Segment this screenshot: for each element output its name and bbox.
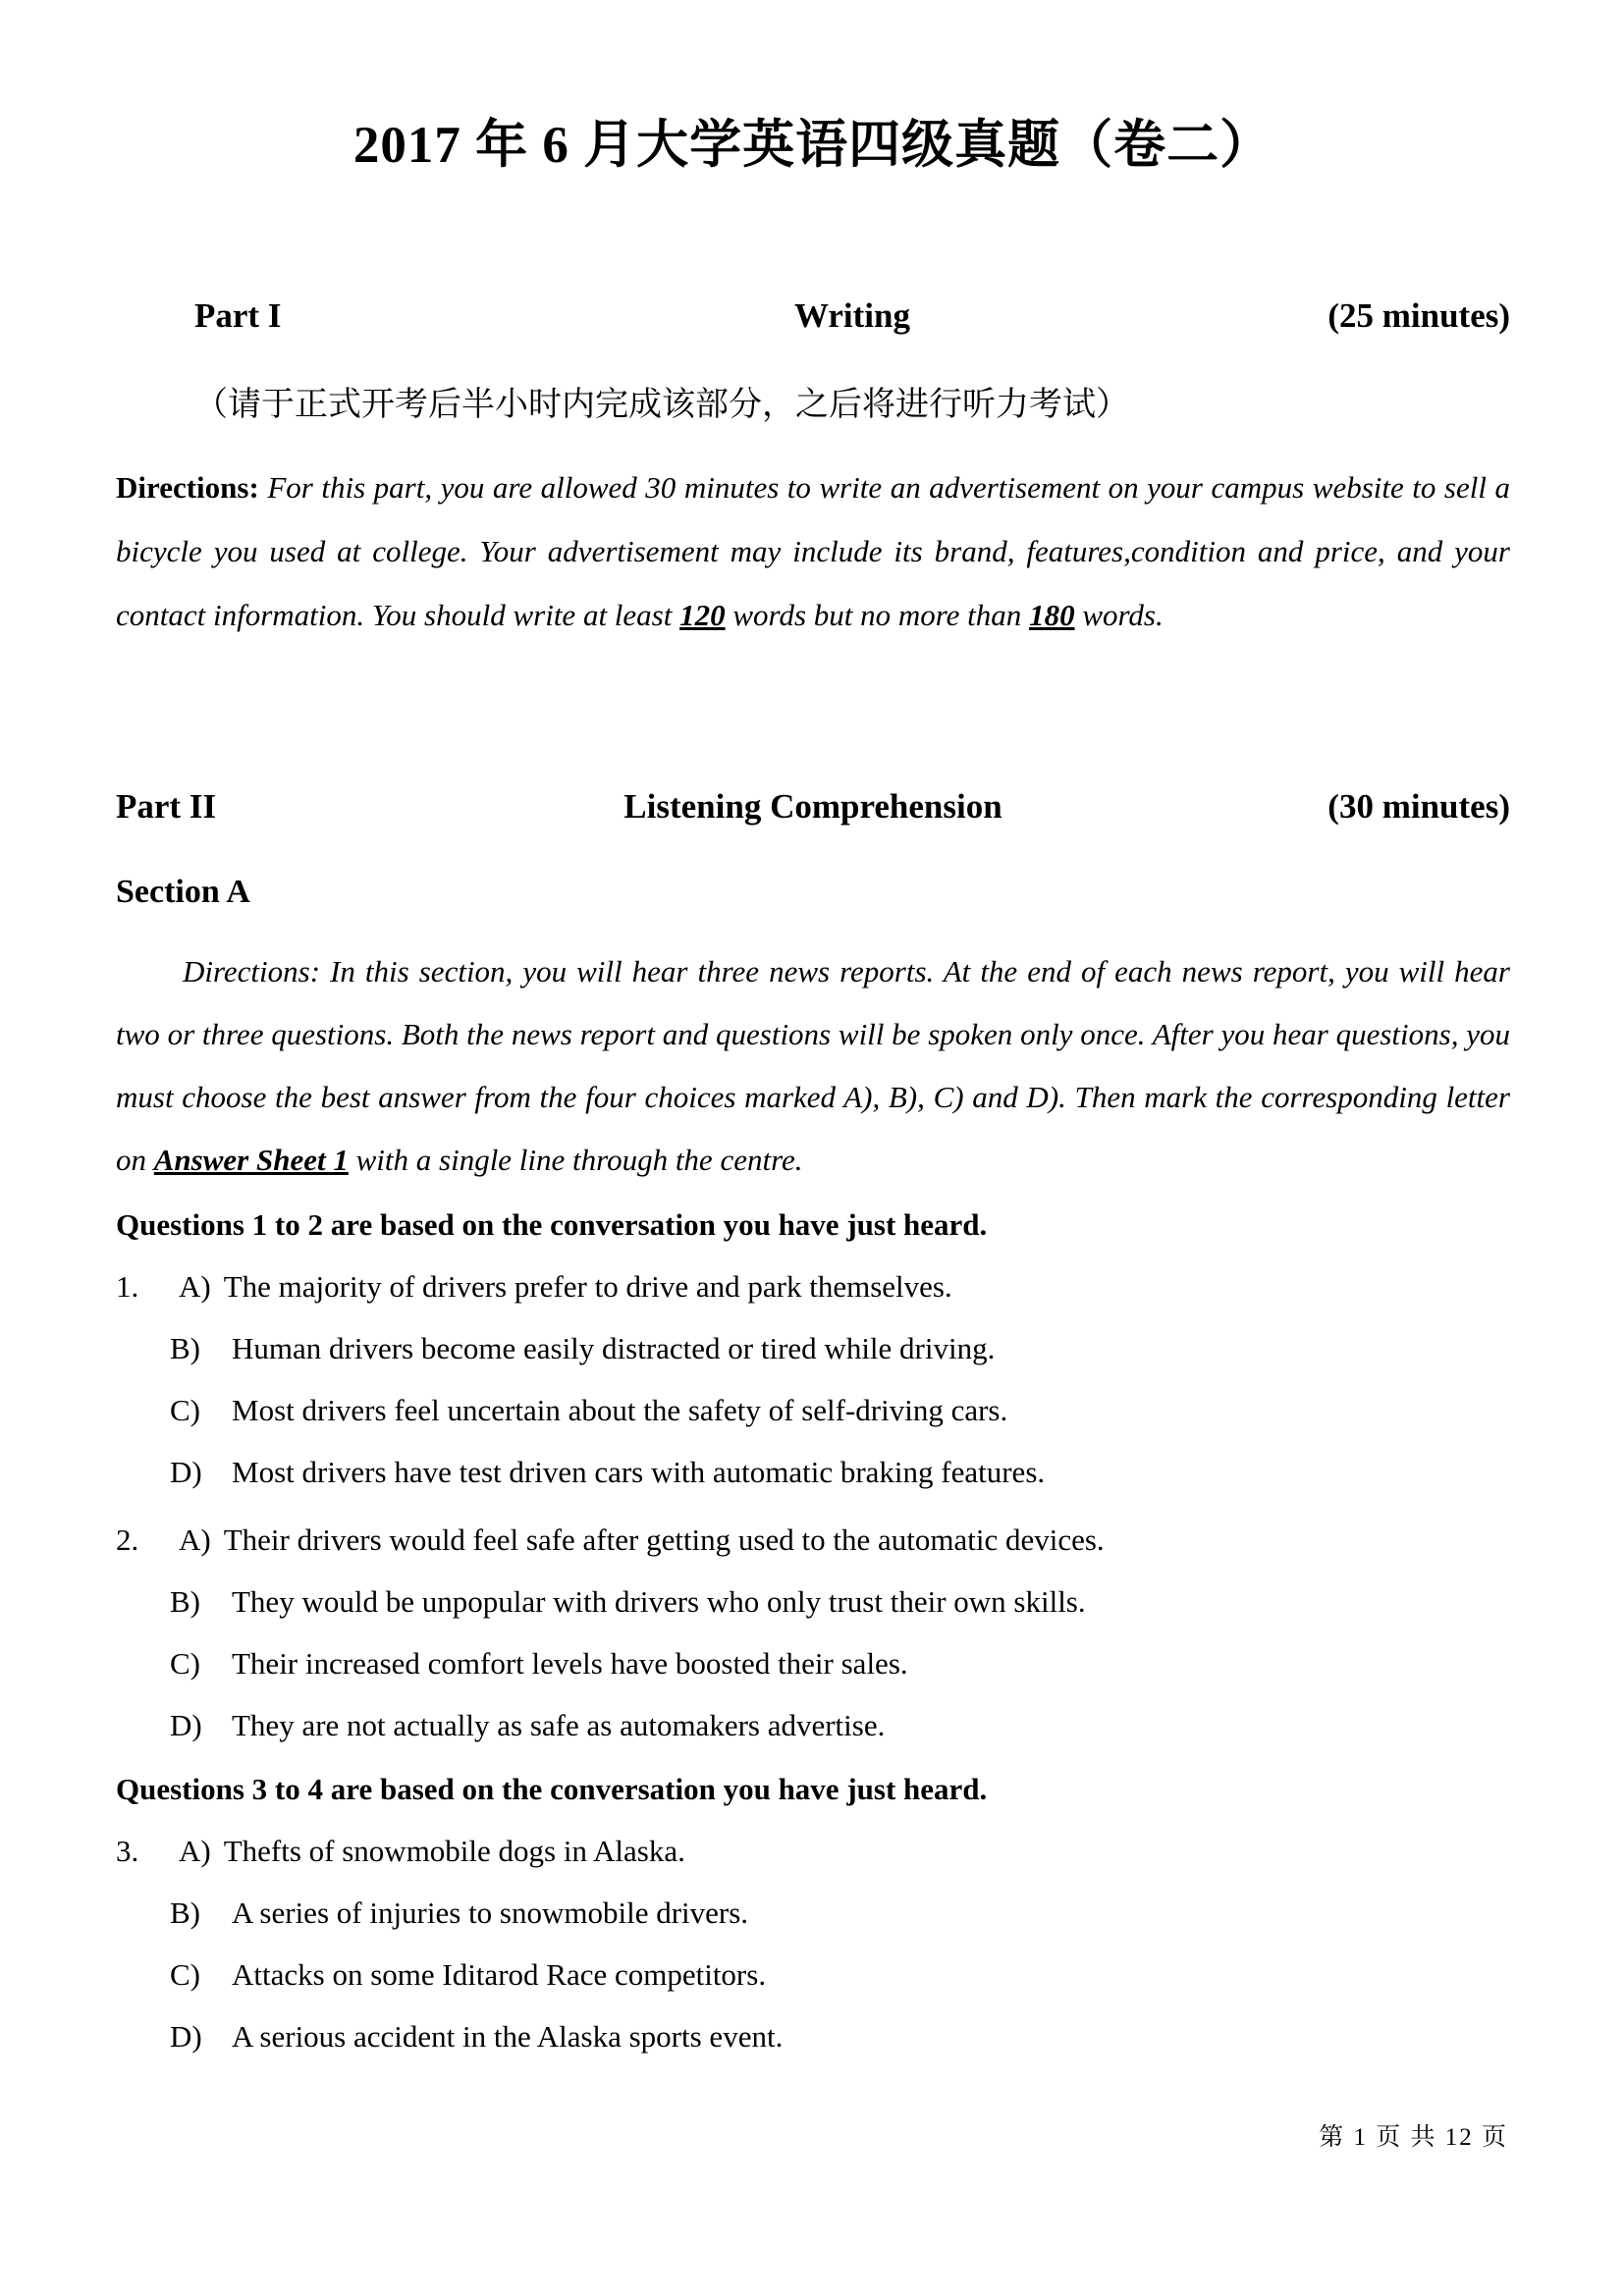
question-2-option-a — [116, 1509, 1510, 1571]
question-3-option-d — [116, 2005, 1510, 2067]
part1-directions — [116, 455, 1510, 647]
question-3-option-a — [116, 1820, 1510, 1882]
question-2-number: 2. — [116, 1522, 139, 1557]
part1-duration: (25 minutes) — [1327, 295, 1511, 335]
option-letter: B) — [170, 1330, 200, 1365]
part1-chinese-note: （请于正式开考后半小时内完成该部分，之后将进行听力考试） — [194, 386, 1129, 423]
option-letter: B) — [170, 1583, 200, 1619]
part2-duration: (30 minutes) — [1327, 786, 1510, 826]
question-2-option-b — [116, 1571, 1510, 1632]
option-letter: A) — [179, 1268, 211, 1304]
part2-label: Part II — [116, 786, 217, 826]
question-1-option-c — [116, 1379, 1510, 1441]
part1-heading: Writing — [794, 295, 910, 335]
option-text: Most drivers feel uncertain about the safety of self-driving cars. — [232, 1392, 1008, 1427]
question-1-option-a — [116, 1255, 1510, 1317]
option-text: They would be unpopular with drivers who only trust their own skills. — [232, 1583, 1086, 1619]
option-letter: A) — [179, 1522, 211, 1557]
part1-max-words: 180 — [1029, 597, 1075, 632]
section-a-label: Section A — [116, 873, 250, 910]
option-letter: D) — [170, 1707, 202, 1742]
question-1-number: 1. — [116, 1268, 139, 1304]
part1-directions-text-2: words but no more than — [732, 597, 1022, 632]
question-2 — [116, 1509, 1510, 1756]
option-text: Their increased comfort levels have boosted their sales. — [232, 1645, 908, 1681]
option-text: The majority of drivers prefer to drive and park themselves. — [223, 1268, 952, 1304]
question-2-option-c — [116, 1632, 1510, 1694]
option-letter: D) — [170, 1454, 202, 1489]
question-3-option-b — [116, 1882, 1510, 1944]
question-1 — [116, 1255, 1510, 1503]
part1-min-words: 120 — [679, 597, 726, 632]
option-text: Human drivers become easily distracted or tired while driving. — [232, 1330, 996, 1365]
part1-directions-text-1: For this part, you are allowed 30 minutes to write an advertisement on your campus website to sell a bicycle you used at college. Your advertisement may include its brand, features,condition and price, and your contact information. You should write at least — [116, 469, 1511, 632]
part1-directions-label: Directions: — [116, 469, 259, 505]
question-3 — [116, 1820, 1510, 2067]
option-text: Their drivers would feel safe after getting used to the automatic devices. — [223, 1522, 1105, 1557]
section-a-directions-label: Directions: — [183, 953, 321, 988]
part2-heading: Listening Comprehension — [623, 786, 1002, 826]
option-letter: C) — [170, 1956, 200, 1992]
question-1-option-b — [116, 1317, 1510, 1379]
question-3-number: 3. — [116, 1833, 139, 1868]
answer-sheet-reference: Answer Sheet 1 — [153, 1142, 349, 1177]
part1-label: Part I — [194, 295, 282, 335]
option-letter: D) — [170, 2018, 202, 2054]
option-text: Most drivers have test driven cars with automatic braking features. — [232, 1454, 1046, 1489]
option-letter: C) — [170, 1392, 200, 1427]
section-a-directions-text-2: with a single line through the centre. — [355, 1142, 803, 1177]
option-text: A serious accident in the Alaska sports event. — [232, 2018, 784, 2054]
option-letter: C) — [170, 1645, 200, 1681]
option-letter: B) — [170, 1895, 200, 1930]
section-a-directions — [116, 940, 1510, 1192]
section-a-directions-text-1: In this section, you will hear three news reports. At the end of each news report, you will hear two or three questions. Both the news report and questions will be spoken only once. After you hear questions, you must choose the best answer from the four choices marked A), B), C) and D). Then mark the corresponding letter on — [116, 953, 1510, 1177]
questions-3-4-heading: Questions 3 to 4 are based on the conversation you have just heard. — [116, 1771, 988, 1806]
part1-header — [116, 295, 1510, 337]
question-2-option-d — [116, 1694, 1510, 1756]
option-text: A series of injuries to snowmobile drivers. — [232, 1895, 749, 1930]
question-3-option-c — [116, 1944, 1510, 2005]
option-letter: A) — [179, 1833, 211, 1868]
questions-1-2-heading: Questions 1 to 2 are based on the conversation you have just heard. — [116, 1206, 988, 1242]
question-1-option-d — [116, 1441, 1510, 1503]
part2-header — [116, 786, 1510, 828]
page-title: 2017 年 6 月大学英语四级真题（卷二） — [352, 117, 1273, 174]
option-text: They are not actually as safe as automakers advertise. — [232, 1707, 886, 1742]
option-text: Thefts of snowmobile dogs in Alaska. — [223, 1833, 685, 1868]
part1-directions-text-3: words. — [1082, 597, 1164, 632]
page-number-indicator: 第 1 页 共 12 页 — [1319, 2124, 1508, 2151]
option-text: Attacks on some Iditarod Race competitors. — [232, 1956, 767, 1992]
